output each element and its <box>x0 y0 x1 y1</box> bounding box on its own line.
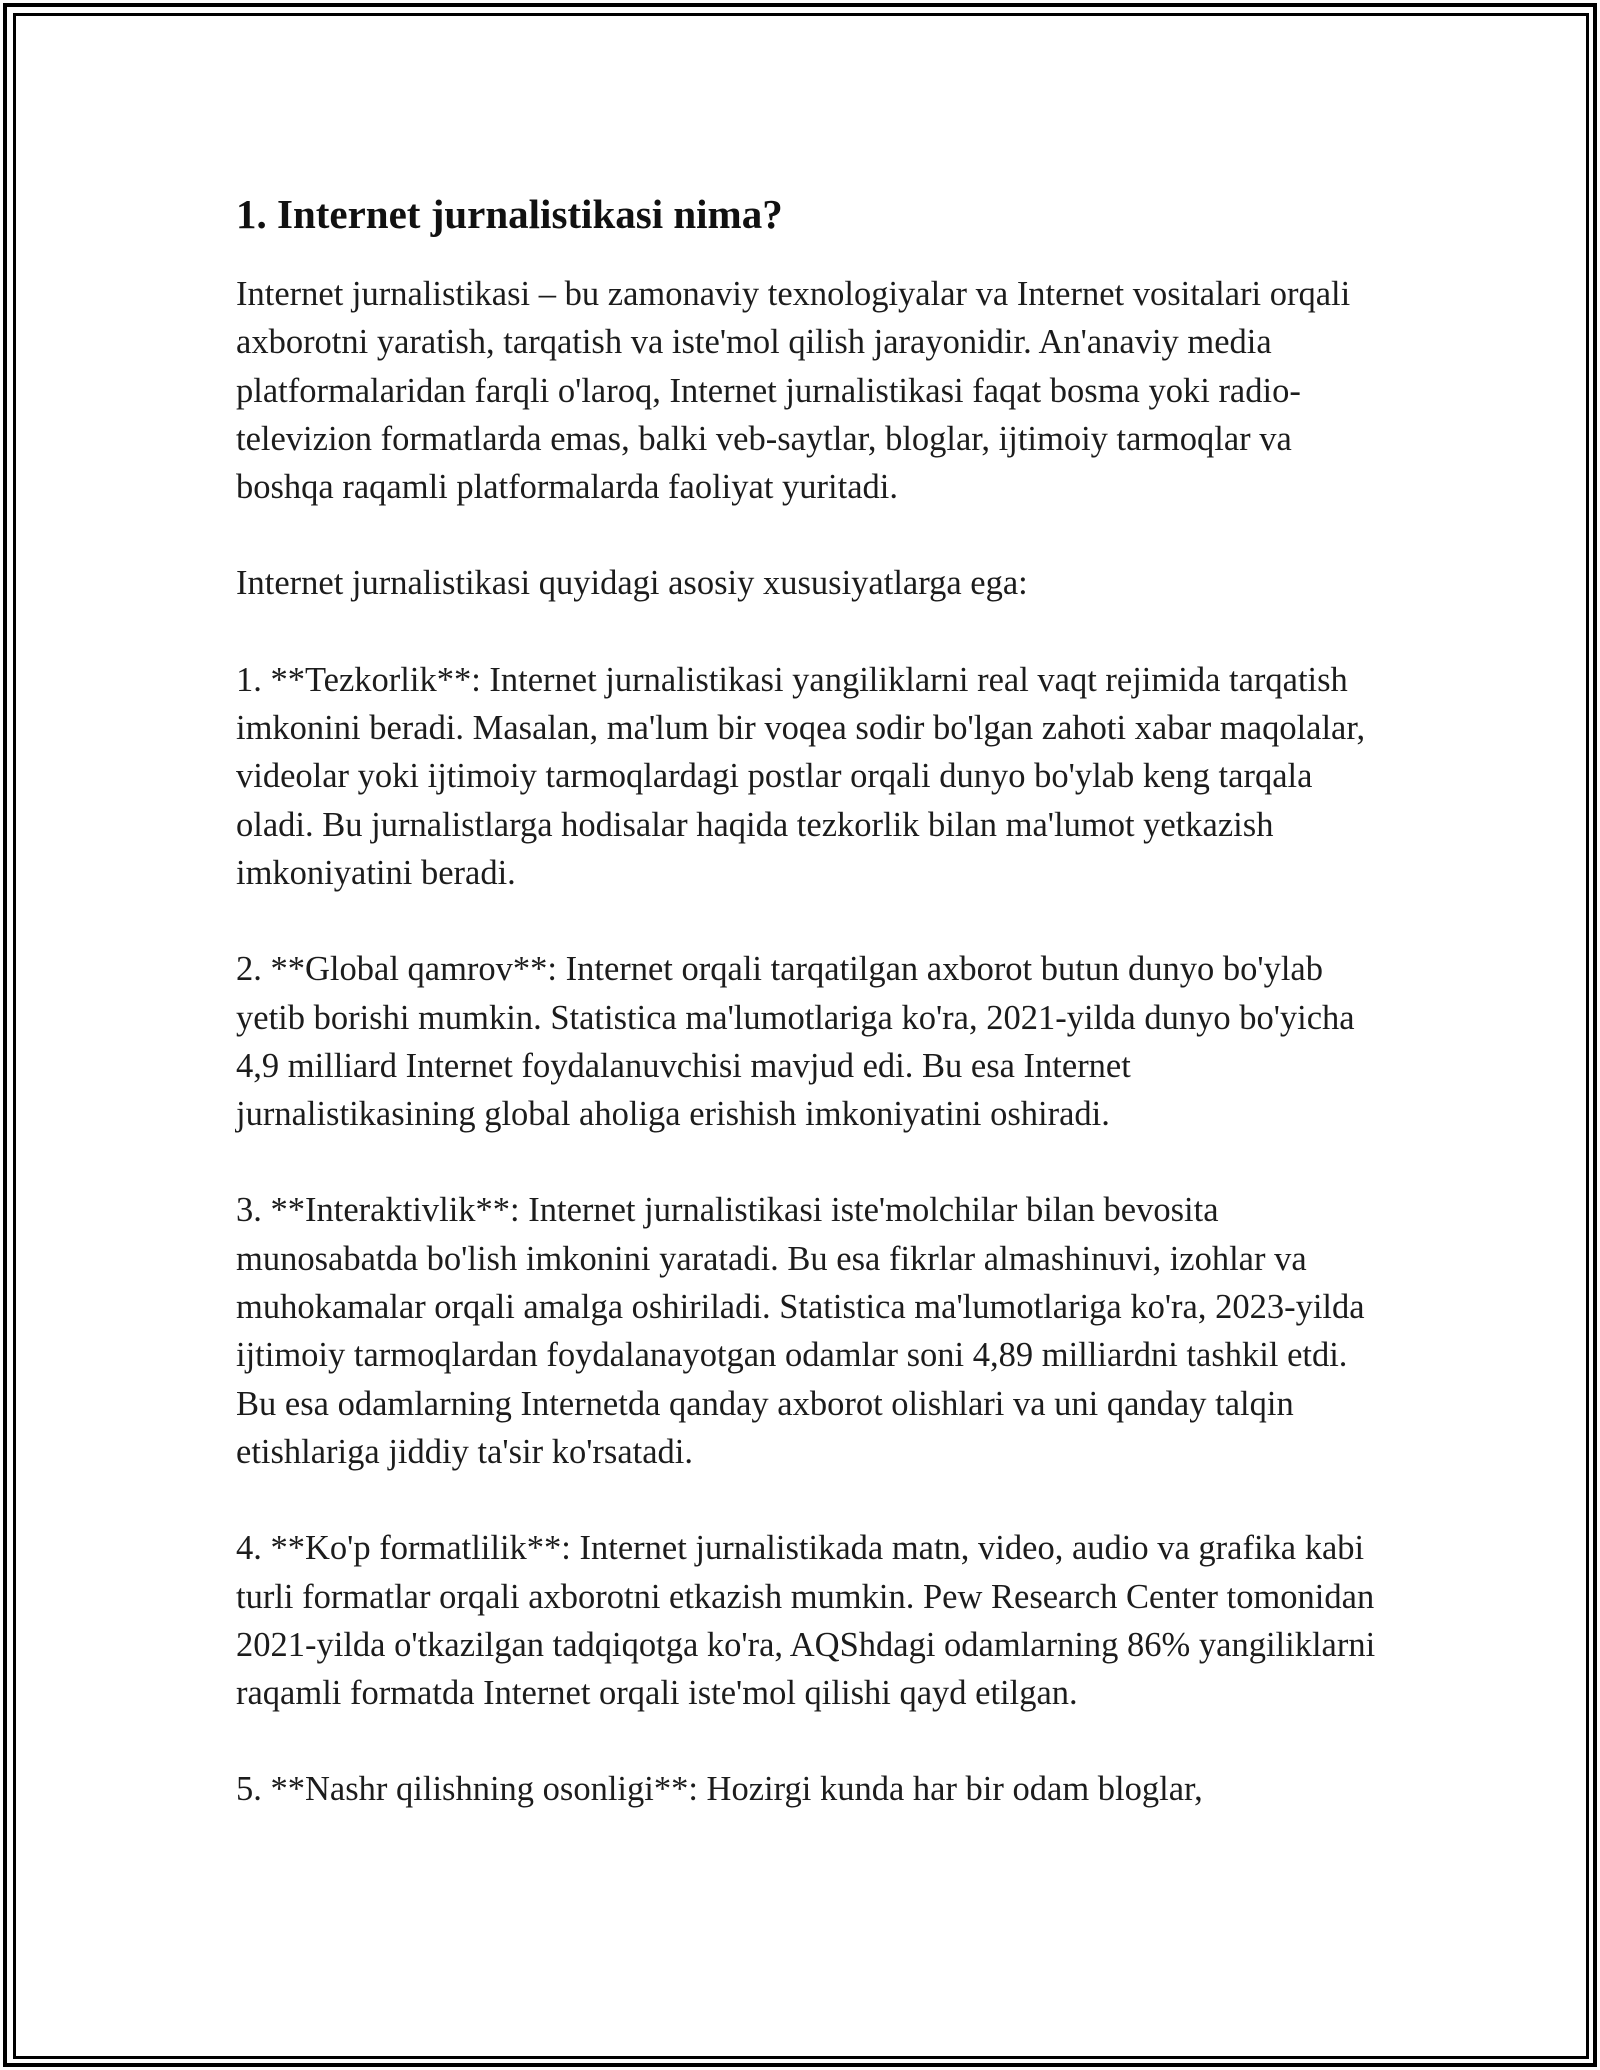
feature-item-interaktivlik: 3. **Interaktivlik**: Internet jurnalistikasi iste'molchilar bilan bevosita munosabatda bo'lish imkonini yaratadi. Bu esa fikrlar almashinuvi, izohlar va muhokamalar orqali amalga oshiriladi. Statistica ma'lumotlariga ko'ra, 2023-yilda ijtimoiy tarmoqlardan foydalanayotgan odamlar soni 4,89 milliardni tashkil etdi. Bu esa odamlarning Internetda qanday axborot olishlari va uni qanday talqin etishlariga jiddiy ta'sir ko'rsatadi. <box>236 1191 1365 1471</box>
document-body <box>236 186 1376 1862</box>
features-intro-paragraph: Internet jurnalistikasi quyidagi asosiy xususiyatlarga ega: <box>236 564 1028 603</box>
feature-item-kop-formatlilik: 4. **Ko'p formatlilik**: Internet jurnalistikada matn, video, audio va grafika kabi turli formatlar orqali axborotni etkazish mumkin. Pew Research Center tomonidan 2021-yilda o'tkazilgan tadqiqotga ko'ra, AQShdagi odamlarning 86% yangiliklarni raqamli formatda Internet orqali iste'mol qilishi qayd etilgan. <box>236 1529 1376 1713</box>
feature-item-nashr-osonligi: 5. **Nashr qilishning osonligi**: Hozirgi kunda har bir odam bloglar, <box>236 1770 1203 1809</box>
document-heading: 1. Internet jurnalistikasi nima? <box>236 191 783 237</box>
feature-item-global-qamrov: 2. **Global qamrov**: Internet orqali tarqatilgan axborot butun dunyo bo'ylab yetib borishi mumkin. Statistica ma'lumotlariga ko'ra, 2021-yilda dunyo bo'yicha 4,9 milliard Internet foydalanuvchisi mavjud edi. Bu esa Internet jurnalistikasining global aholiga erishish imkoniyatini oshiradi. <box>236 950 1355 1134</box>
feature-item-tezkorlik: 1. **Tezkorlik**: Internet jurnalistikasi yangiliklarni real vaqt rejimida tarqatish imkonini beradi. Masalan, ma'lum bir voqea sodir bo'lgan zahoti xabar maqolalar, videolar yoki ijtimoiy tarmoqlardagi postlar orqali dunyo bo'ylab keng tarqala oladi. Bu jurnalistlarga hodisalar haqida tezkorlik bilan ma'lumot yetkazish imkoniyatini beradi. <box>236 660 1366 892</box>
intro-paragraph: Internet jurnalistikasi – bu zamonaviy texnologiyalar va Internet vositalari orqali axborotni yaratish, tarqatish va iste'mol qilish jarayonidir. An'anaviy media platformalaridan farqli o'laroq, Internet jurnalistikasi faqat bosma yoki radio-televizion formatlarda emas, balki veb-saytlar, bloglar, ijtimoiy tarmoqlar va boshqa raqamli platformalarda faoliyat yuritadi. <box>236 275 1351 507</box>
